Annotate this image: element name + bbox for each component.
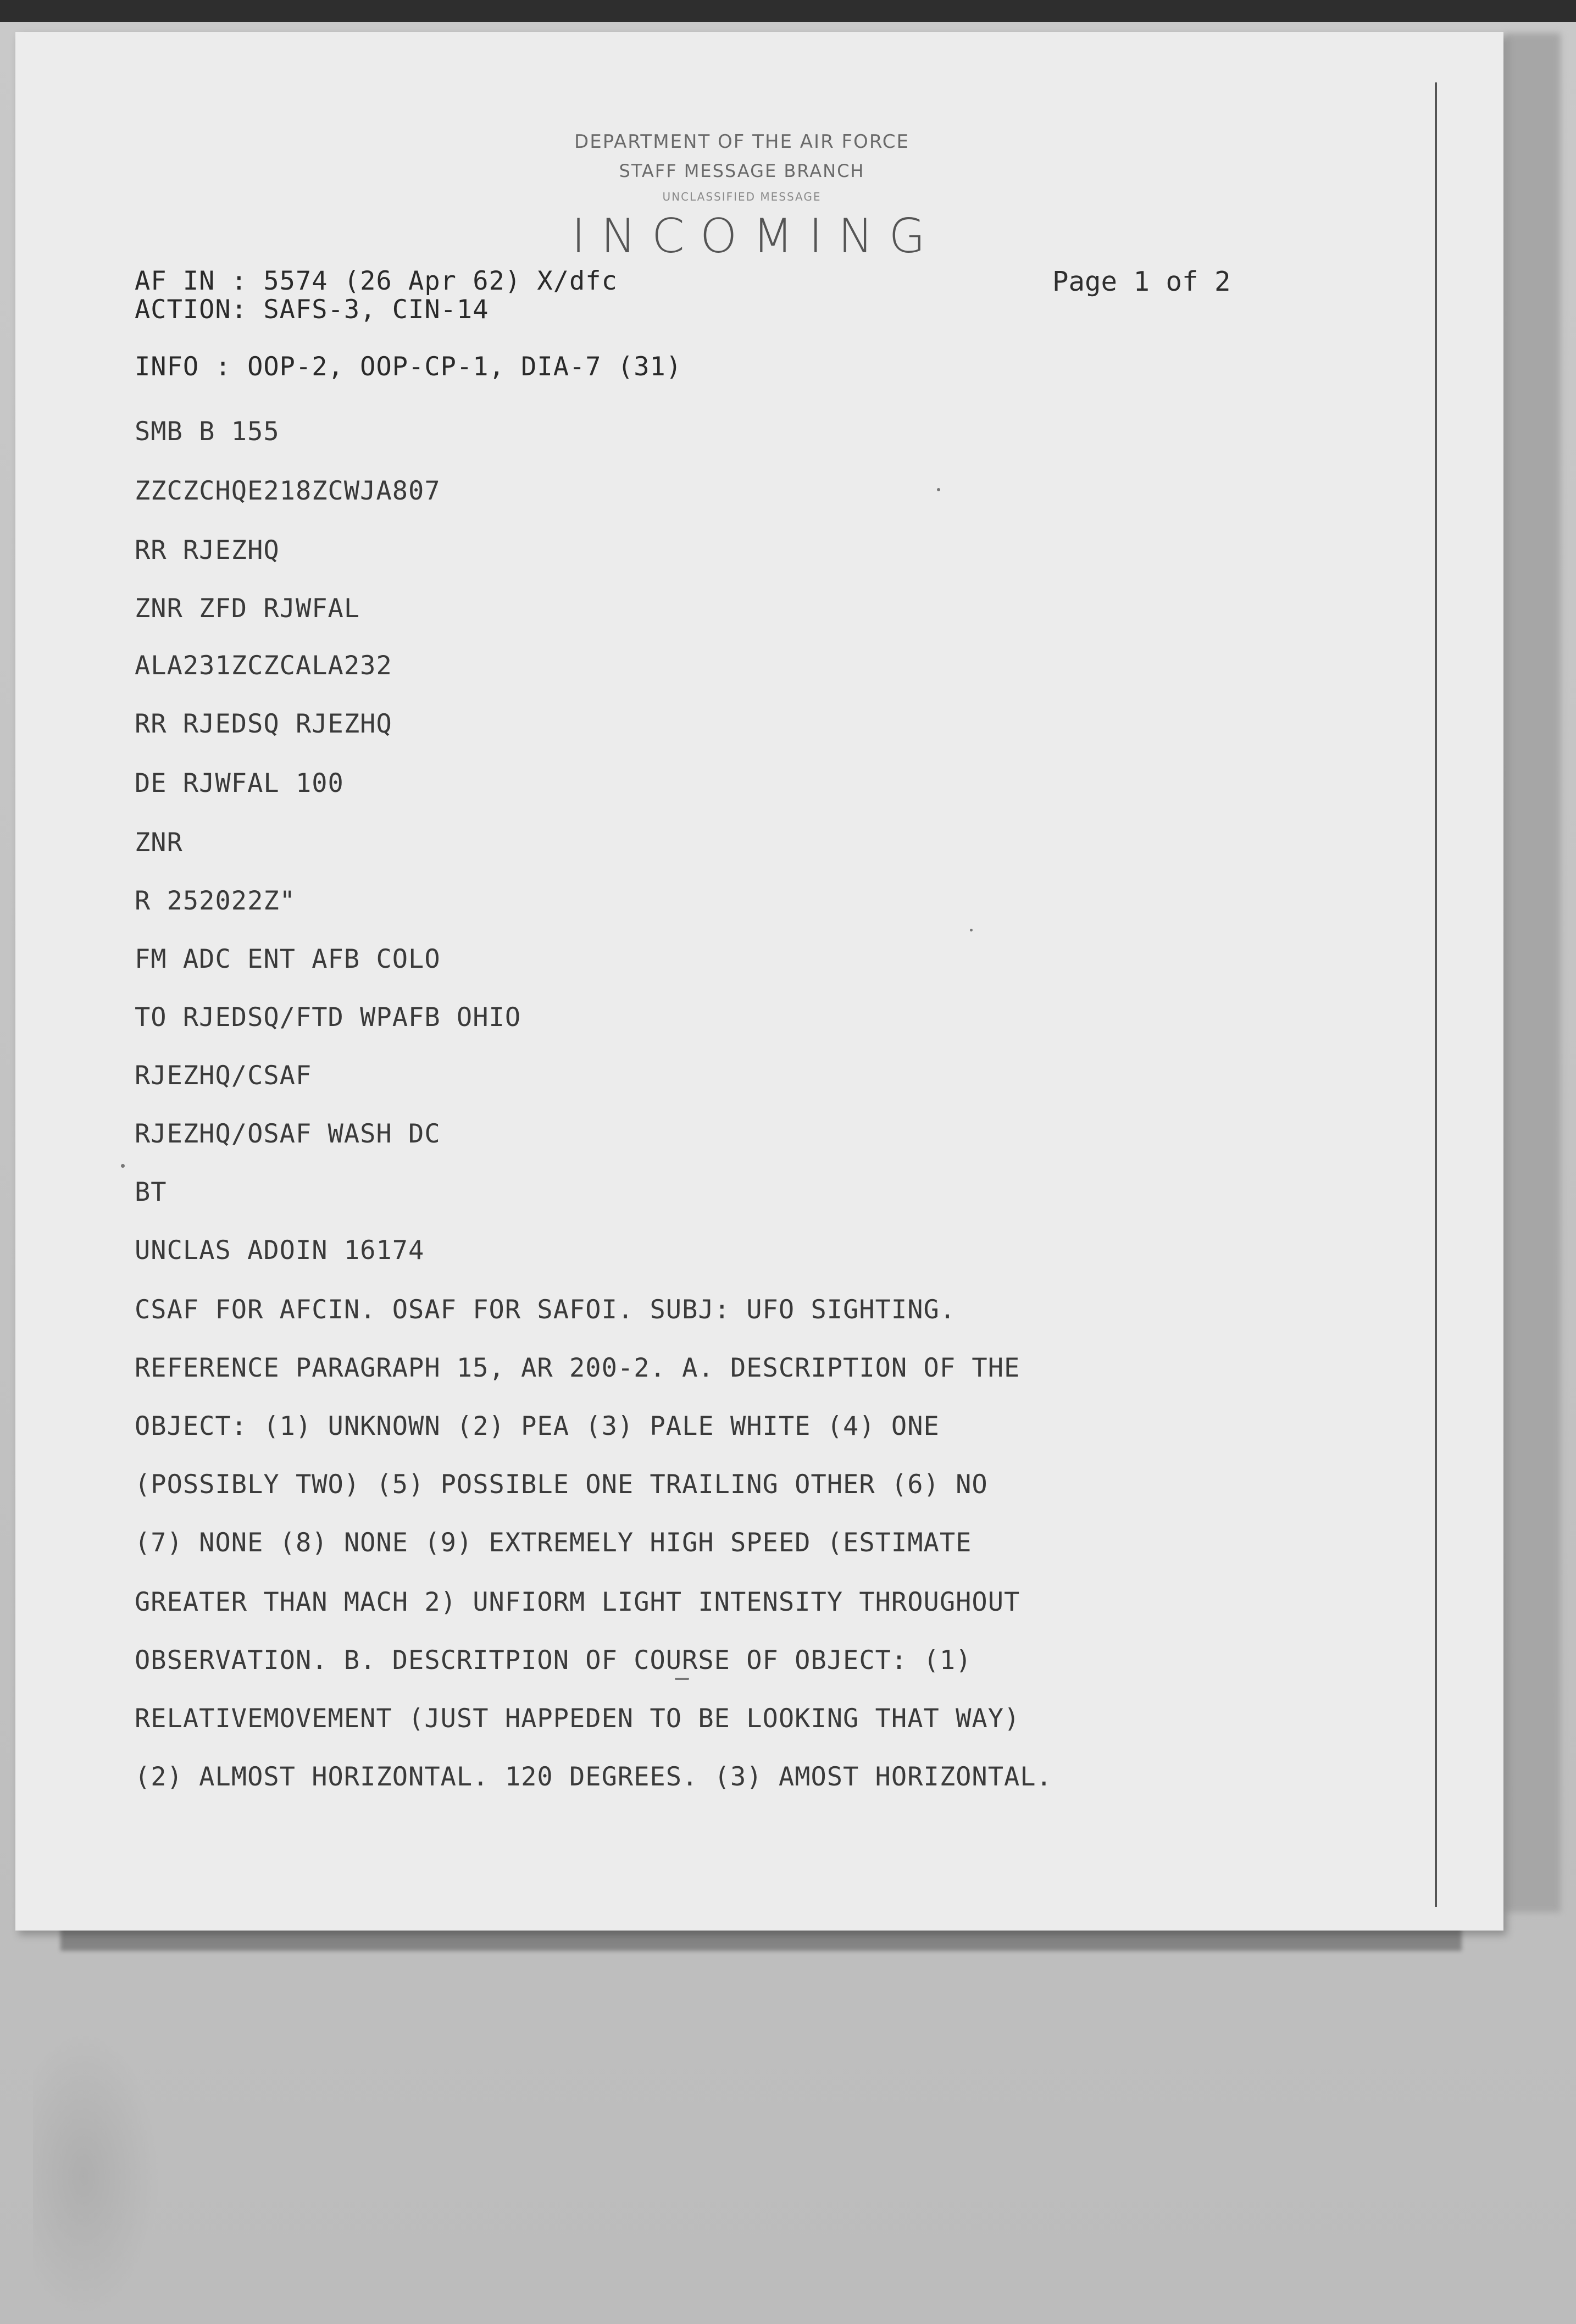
af-in-line: AF IN : 5574 (26 Apr 62) X/dfc	[135, 266, 618, 296]
page-right-rule	[1435, 82, 1437, 1907]
message-line: (POSSIBLY TWO) (5) POSSIBLE ONE TRAILING OTHER (6) NO	[135, 1469, 988, 1500]
info-line: INFO : OOP-2, OOP-CP-1, DIA-7 (31)	[135, 352, 682, 382]
scan-top-border	[0, 0, 1576, 22]
message-line: OBSERVATION. B. DESCRITPION OF COURSE OF OBJECT: (1)	[135, 1645, 972, 1676]
page-edge-shadow	[1506, 33, 1561, 1912]
ink-speck	[937, 488, 940, 491]
message-line: ZZCZCHQE218ZCWJA807	[135, 476, 441, 506]
message-line: FM ADC ENT AFB COLO	[135, 944, 441, 974]
page-number: Page 1 of 2	[1052, 266, 1231, 297]
message-line: REFERENCE PARAGRAPH 15, AR 200-2. A. DESCRIPTION OF THE	[135, 1353, 1020, 1383]
ink-speck	[970, 929, 973, 931]
scan-smudge	[33, 2033, 159, 2319]
ink-mark	[675, 1678, 689, 1680]
branch-heading: STAFF MESSAGE BRANCH	[619, 160, 865, 181]
message-line: R 252022Z"	[135, 886, 296, 916]
message-line: RELATIVEMOVEMENT (JUST HAPPEDEN TO BE LOOKING THAT WAY)	[135, 1704, 1020, 1734]
message-line: DE RJWFAL 100	[135, 768, 344, 798]
message-line: (2) ALMOST HORIZONTAL. 120 DEGREES. (3) AMOST HORIZONTAL.	[135, 1762, 1052, 1792]
message-line: (7) NONE (8) NONE (9) EXTREMELY HIGH SPEED (ESTIMATE	[135, 1528, 972, 1558]
message-line: RR RJEDSQ RJEZHQ	[135, 709, 392, 739]
message-line: UNCLAS ADOIN 16174	[135, 1235, 425, 1266]
message-line: RR RJEZHQ	[135, 535, 280, 565]
department-heading: DEPARTMENT OF THE AIR FORCE	[574, 131, 909, 153]
message-line: RJEZHQ/OSAF WASH DC	[135, 1119, 441, 1149]
incoming-title: INCOMING	[571, 209, 941, 264]
message-line: RJEZHQ/CSAF	[135, 1061, 312, 1091]
message-line: CSAF FOR AFCIN. OSAF FOR SAFOI. SUBJ: UFO SIGHTING.	[135, 1295, 956, 1325]
message-line: SMB B 155	[135, 417, 280, 447]
message-line: ZNR ZFD RJWFAL	[135, 594, 360, 624]
message-line: TO RJEDSQ/FTD WPAFB OHIO	[135, 1002, 521, 1033]
message-line: GREATER THAN MACH 2) UNFIORM LIGHT INTENSITY THROUGHOUT	[135, 1587, 1020, 1617]
message-line: OBJECT: (1) UNKNOWN (2) PEA (3) PALE WHITE (4) ONE	[135, 1411, 940, 1441]
classification-heading: UNCLASSIFIED MESSAGE	[662, 190, 822, 203]
message-line: BT	[135, 1177, 167, 1207]
ink-speck	[121, 1164, 125, 1168]
message-line: ZNR	[135, 828, 183, 858]
action-line: ACTION: SAFS-3, CIN-14	[135, 295, 489, 325]
message-line: ALA231ZCZCALA232	[135, 651, 392, 681]
